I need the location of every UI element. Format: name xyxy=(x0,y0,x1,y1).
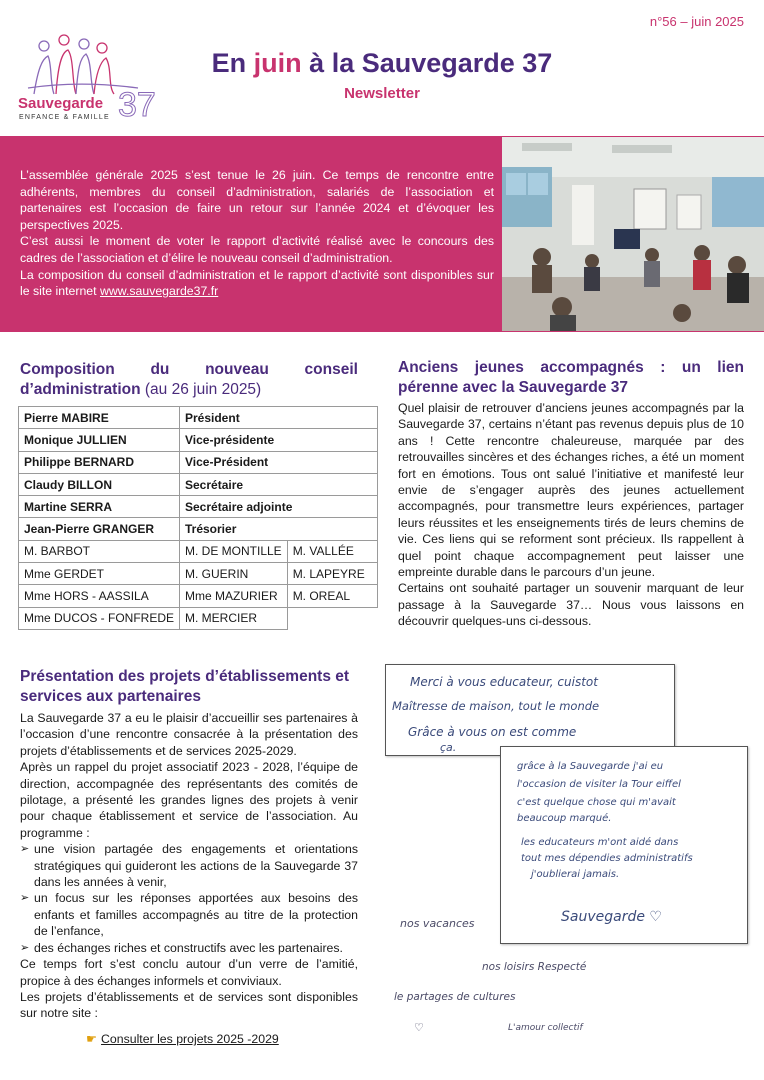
paragraph: Certains ont souhaité partager un souvenir marquant de leur passage à la Sauvegarde 37… Nous vous laissons en découvrir quelques-uns ci-dessous. xyxy=(398,581,744,629)
table-cell: Claudy BILLON xyxy=(19,473,180,495)
list-item: ➢ une vision partagée des engagements et orientations stratégiques qui guideront les actions de la Sauvegarde 37 dans les années à venir, xyxy=(20,842,358,890)
table-cell: Vice-présidente xyxy=(180,429,378,451)
meeting-photo xyxy=(502,137,764,331)
table-cell: Martine SERRA xyxy=(19,496,180,518)
table-cell xyxy=(287,607,377,629)
handwritten-line: grâce à la Sauvegarde j'ai eu xyxy=(517,761,664,772)
table-cell: M. VALLÉE xyxy=(287,540,377,562)
board-table xyxy=(18,406,378,630)
arrow-bullet-icon: ➢ xyxy=(20,892,30,905)
table-cell: M. LAPEYRE xyxy=(287,563,377,585)
logo-number: 37 xyxy=(118,86,156,124)
table-cell: M. BARBOT xyxy=(19,540,180,562)
table-cell: Mme HORS - AASSILA xyxy=(19,585,180,607)
table-row xyxy=(19,563,378,585)
table-row xyxy=(19,540,378,562)
anciens-heading: Anciens jeunes accompagnés : un lien pérenne avec la Sauvegarde 37 xyxy=(398,359,744,396)
banner-paragraph-2: C’est aussi le moment de voter le rapport d’activité réalisé avec le concours des cadres de l’association et d’élire le nouveau conseil d’administration. xyxy=(20,234,494,265)
page-title: En juin à la Sauvegarde 37 xyxy=(211,48,553,78)
table-row xyxy=(19,518,378,540)
projects-link[interactable]: Consulter les projets 2025 -2029 xyxy=(101,1032,279,1046)
paragraph: Ce temps fort s’est conclu autour d’un verre de l’amitié, propice à des échanges informels et conviviaux. xyxy=(20,957,358,988)
presentation-heading: Présentation des projets d’établissements et services aux partenaires xyxy=(20,668,350,705)
table-cell: Monique JULLIEN xyxy=(19,429,180,451)
logo-name: Sauvegarde xyxy=(18,95,104,112)
table-cell: Philippe BERNARD xyxy=(19,451,180,473)
table-cell: Trésorier xyxy=(180,518,378,540)
composition-heading: Composition du nouveau conseil d’administration (au 26 juin 2025) xyxy=(20,361,358,398)
table-cell: M. MERCIER xyxy=(180,607,288,629)
table-row xyxy=(19,585,378,607)
arrow-bullet-icon: ➢ xyxy=(20,941,30,954)
table-cell: Mme MAZURIER xyxy=(180,585,288,607)
table-cell: M. DE MONTILLE xyxy=(180,540,288,562)
table-cell: M. GUERIN xyxy=(180,563,288,585)
table-cell: Secrétaire adjointe xyxy=(180,496,378,518)
presentation-body xyxy=(20,710,358,1022)
table-cell: Mme GERDET xyxy=(19,563,180,585)
table-cell: Secrétaire xyxy=(180,473,378,495)
list-item: ➢ un focus sur les réponses apportées aux besoins des enfants et familles accompagnés au titre de la protection de l’enfance, xyxy=(20,891,358,939)
table-cell: Vice-Président xyxy=(180,451,378,473)
handwritten-line: Grâce à vous on est comme xyxy=(408,725,577,739)
page-subtitle: Newsletter xyxy=(344,85,420,102)
table-row xyxy=(19,473,378,495)
table-row xyxy=(19,496,378,518)
handwritten-line: j'oublierai jamais. xyxy=(531,869,620,880)
pointing-hand-icon: ☛ xyxy=(86,1032,98,1046)
list-item: ➢ des échanges riches et constructifs avec les partenaires. xyxy=(20,940,343,955)
heart-icon: ♡ xyxy=(414,1021,424,1034)
website-link[interactable]: www.sauvegarde37.fr xyxy=(99,284,219,299)
logo-tagline: ENFANCE & FAMILLE xyxy=(19,114,110,121)
banner-paragraph-3: La composition du conseil d’administration et le rapport d’activité sont disponibles sur le site internet www.sauvegarde37.fr xyxy=(20,267,494,299)
table-cell: Président xyxy=(180,407,378,429)
table-row xyxy=(19,451,378,473)
handwritten-line: nos loisirs Respecté xyxy=(482,961,587,973)
table-cell: M. OREAL xyxy=(287,585,377,607)
handwritten-line: Merci à vous educateur, cuistot xyxy=(410,675,598,689)
issue-number: n°56 – juin 2025 xyxy=(649,14,744,29)
handwritten-line: Sauvegarde ♡ xyxy=(561,909,662,925)
handwritten-line: L'amour collectif xyxy=(508,1023,583,1033)
banner-paragraph-1: L’assemblée générale 2025 s’est tenue le 26 juin. Ce temps de rencontre entre adhérents, membres du conseil d’administration, salariés de l’association et partenaires est l’occasion de faire un retour sur l’année 2024 et d’évoquer les perspectives 2025. xyxy=(20,168,494,232)
handwritten-line: c'est quelque chose qui m'avait xyxy=(517,797,676,808)
anciens-body xyxy=(398,400,744,630)
handwritten-line: nos vacances xyxy=(400,917,475,930)
table-cell: Jean-Pierre GRANGER xyxy=(19,518,180,540)
paragraph: Les projets d’établissements et de services sont disponibles sur notre site : xyxy=(20,989,358,1021)
paragraph: La Sauvegarde 37 a eu le plaisir d’accueillir ses partenaires à l’occasion d’une rencontre consacrée à la présentation des projets d’établissements et de services 2025-2029. xyxy=(20,711,358,758)
projects-link-row[interactable] xyxy=(86,1032,279,1046)
handwritten-line: le partages de cultures xyxy=(394,991,516,1003)
programme-list xyxy=(20,841,358,956)
table-cell: Pierre MABIRE xyxy=(19,407,180,429)
handwritten-line: ça. xyxy=(440,741,457,754)
arrow-bullet-icon: ➢ xyxy=(20,843,30,856)
handwritten-card-3 xyxy=(386,895,587,1044)
table-row xyxy=(19,407,378,429)
table-row xyxy=(19,607,378,629)
handwritten-line: beaucoup marqué. xyxy=(517,813,612,824)
handwritten-line: tout mes dépendies administratifs xyxy=(521,853,693,864)
handwritten-line: Maîtresse de maison, tout le monde xyxy=(392,699,600,713)
handwritten-line: les educateurs m'ont aidé dans xyxy=(521,837,679,848)
paragraph: Après un rappel du projet associatif 2023 - 2028, l’équipe de direction, accompagnée des représentants des comités de pilotage, a présenté les grandes lignes des projets à venir pour chaque établissement et service de l’association. Au programme : xyxy=(20,760,358,840)
handwritten-line: l'occasion de visiter la Tour eiffel xyxy=(517,779,681,790)
table-row xyxy=(19,429,378,451)
handwritten-card-1 xyxy=(385,664,675,756)
banner-text xyxy=(20,167,494,300)
table-cell: Mme DUCOS - FONFREDE xyxy=(19,607,180,629)
paragraph: Quel plaisir de retrouver d’anciens jeunes accompagnés par la Sauvegarde 37, certains n’étant pas revenus depuis plus de 10 ans ! Cette rencontre chaleureuse, marquée par des retrouvailles sincères et des échanges riches, a été un moment fort en émotions. Tous ont salué l’initiative et manifesté leur envie de s’engager auprès des jeunes actuellement accompagnés, pour transmettre leurs expériences, partager leurs réussites et les enseignements tirés de leurs chemins de vie. Ces liens qui se reforment sont précieux. Ils rappellent à quel point chaque accompagnement peut laisser une empreinte durable dans le parcours d’un jeune. xyxy=(398,401,744,580)
